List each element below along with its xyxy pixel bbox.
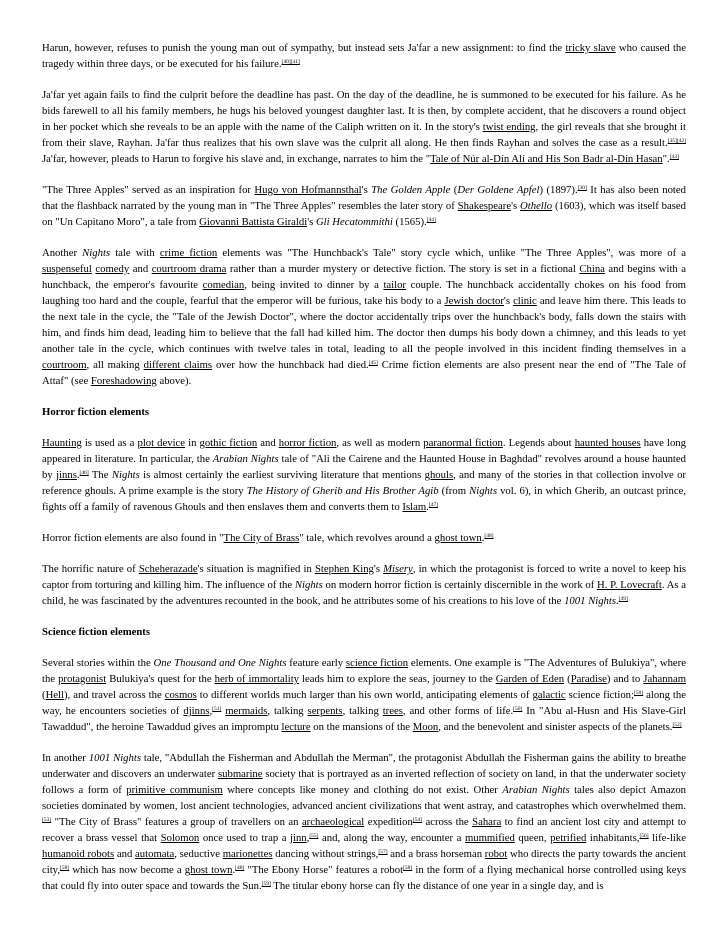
citation-ref[interactable]: [45] [368,360,378,366]
italic-title: Nights [469,485,498,497]
text: , seductive [174,848,223,860]
italic-title: The History of Gherib and His Brother Agib [246,485,439,497]
citation-ref[interactable]: [47] [428,502,439,508]
link-tricky-slave[interactable]: tricky slave [565,42,616,54]
text: ) and to [606,673,644,685]
text: life-like [648,832,686,844]
citation-ref[interactable]: [51] [212,706,222,712]
text: Another [42,247,83,259]
text: , and other forms of life. [402,705,514,717]
section-heading-horror: Horror fiction elements [42,406,150,418]
citation-ref[interactable]: [35][42] [667,138,686,144]
link-sahara[interactable]: Sahara [472,816,502,828]
italic-title: Nights [294,579,323,591]
link-shakespeare[interactable]: Shakespeare [457,200,512,212]
text: ( [450,184,458,196]
text: ( [564,673,571,685]
text: (from [438,485,470,497]
text: and begins with a hunchback, the emperor's favourite [42,263,687,291]
text: across the [422,816,473,828]
link-comedian[interactable]: comedian [202,279,245,291]
citation-ref[interactable]: [49] [618,596,628,602]
text: society that is portrayed as an inverted reflection of society on land, in that the underwater society follows a form of [42,768,686,796]
link-automata[interactable]: automata [135,848,175,860]
text: , [209,705,213,717]
text: on the mansions of the [310,721,413,733]
link-othello[interactable]: Othello [520,200,553,212]
text: (1565). [392,216,427,228]
text: , [306,832,310,844]
link-plot-device[interactable]: plot device [137,437,186,449]
citation-ref[interactable]: [48] [235,865,245,871]
citation-ref[interactable]: [56] [639,833,649,839]
text: 's situation is magnified in [197,563,315,575]
text: 's [503,295,514,307]
link-protagonist[interactable]: protagonist [58,673,107,685]
link-serpents[interactable]: serpents [307,705,343,717]
text: "The Three Apples" served as an inspiration for [42,184,255,196]
text: , and many of the stories in that collection involve or reference ghouls. A prime example is the story [42,469,686,497]
text: In "Abu al-Husn and His Slave-Girl Tawaddud", the heroine Tawaddud gives an impromptu [42,705,687,733]
link-marionettes[interactable]: marionettes [222,848,273,860]
link-archaeological[interactable]: archaeological [301,816,365,828]
text: . [76,469,80,481]
link-mummified[interactable]: mummified [464,832,515,844]
link-courtroom[interactable]: courtroom [42,359,87,371]
link-giraldi[interactable]: Giovanni Battista Giraldi [199,216,308,228]
italic-title: Gli Hecatommithi [315,216,393,228]
text: in the form of a flying mechanical horse controlled using keys that could fly into outer space and towards the Sun. [42,864,686,892]
text: and leave him there. This leads to the next tale in the cycle, the "Tale of the Jewish Doctor", where the doctor accidentally trips over the hunchback's body, falls down the stairs with him, and finds him dead, leading him to believe that the fall had killed him. The doctor then dumps his body down a chimney, and this leads to yet another tale in the cycle, which continues with twelve tales in total, leading to all the people involved in this incident finding themselves in a [42,295,686,355]
text: to find an ancient lost city and attempt to recover a brass vessel that [42,816,687,844]
citation-ref[interactable]: [57] [378,849,388,855]
text: rather than a murder mystery or detective fiction. The story is set in a fictional [226,263,580,275]
link-solomon[interactable]: Solomon [160,832,200,844]
paragraph-haunting [42,435,686,515]
text: and a brass horseman [387,848,485,860]
link-twist-ending[interactable]: twist ending [482,121,536,133]
text: ), and travel across the [63,689,165,701]
link-lecture[interactable]: lecture [281,721,311,733]
text: . [616,595,619,607]
text: , being invited to dinner by a [244,279,384,291]
text: 's [307,216,316,228]
link-stephen-king[interactable]: Stephen King [314,563,374,575]
citation-ref[interactable]: [52] [672,722,682,728]
text: feature early [286,657,346,669]
text: Bulukiya's quest for the [106,673,215,685]
paragraph-three-apples-inspiration [42,182,686,230]
citation-ref[interactable]: [40][41] [281,59,300,65]
link-gothic-fiction[interactable]: gothic fiction [199,437,258,449]
link-haunting[interactable]: Haunting [42,437,82,449]
paragraph-twist-ending [42,87,686,167]
text: inhabitants, [586,832,640,844]
paragraph-scheherazade-horror [42,561,686,609]
paragraph-tricky-slave [42,40,686,72]
italic-title: Nights [111,469,140,481]
italic-title: Arabian Nights [502,784,570,796]
link-paradise[interactable]: Paradise [570,673,607,685]
text: , and the benevolent and sinister aspects of the planets. [438,721,673,733]
text: have long appeared in literature. In particular, the [42,437,686,465]
text: which has now become a [69,864,185,876]
text: ". [662,153,670,165]
citation-ref[interactable]: [59] [261,881,271,887]
paragraph-abdullah-merman [42,750,686,894]
text: , as well as modern [336,437,424,449]
text: . As a child, he was fascinated by the adventures recounted in the book, and he attributes some of his creations to his love of the [42,579,686,607]
link-haunted-houses[interactable]: haunted houses [574,437,641,449]
citation-ref[interactable]: [54] [412,817,422,823]
text: Ja'far, however, pleads to Harun to forgive his slave and, in exchange, narrates to him the " [42,153,431,165]
text: Harun, however, refuses to punish the young man out of sympathy, but instead sets Ja'far a new assignment: to find the [42,42,566,54]
italic-title: The Golden Apple [371,184,451,196]
link-paranormal-fiction[interactable]: paranormal fiction [423,437,503,449]
text: and, along the way, encounter a [318,832,465,844]
text: , all making [86,359,144,371]
text: above). [156,375,192,387]
italic-title: 1001 Nights [564,595,617,607]
text: It has also been noted that the flashback narrated by the young man in "The Three Apples" resembles the later story of [42,184,686,212]
text: who directs the party towards the ancient city, [42,848,686,876]
text: ) (1897). [539,184,578,196]
citation-ref[interactable]: [43] [669,154,679,160]
text: tale of "Ali the Cairene and the Haunted House in Baghdad" revolves around a house haunted by [42,453,686,481]
text: tale, "Abdullah the Fisherman and Abdullah the Merman", the protagonist Abdullah the Fisherman gains the ability to breathe underwater and discovers an underwater [42,752,686,780]
link-primitive-communism[interactable]: primitive communism [126,784,223,796]
paragraph-city-of-brass-horror [42,530,686,546]
text: . Legends about [502,437,575,449]
link-jinn[interactable]: jinn [290,832,307,844]
text: to different worlds much larger than his own world, anticipating elements of [196,689,533,701]
text: Horror fiction elements are also found in " [42,532,224,544]
paragraph-hunchbacks-tale [42,245,686,389]
text: is used as a [81,437,138,449]
citation-ref[interactable]: [58] [403,865,413,871]
link-jahannam[interactable]: Jahannam [643,673,687,685]
text: vol. 6), in which Gherib, an outcast prince, fights off a family of ravenous Ghouls and then enslaves them and converts them to [42,485,686,513]
text: and [257,437,279,449]
paragraph-bulukiya [42,655,686,735]
text: ( [42,689,46,701]
text: and [114,848,136,860]
text: . [232,864,236,876]
link-comedy[interactable]: comedy [95,263,130,275]
link-horror-fiction[interactable]: horror fiction [278,437,337,449]
link-misery[interactable]: Misery [383,563,413,575]
text: expedition [364,816,413,828]
citation-ref[interactable]: [30] [577,185,587,191]
link-petrified[interactable]: petrified [550,832,587,844]
text: Crime fiction elements are also present near the end of "The Tale of Attaf" (see [42,359,687,387]
citation-ref[interactable]: [48] [484,533,494,539]
link-garden-of-eden[interactable]: Garden of Eden [495,673,565,685]
link-tailor[interactable]: tailor [383,279,406,291]
text: 's [373,563,384,575]
text: . [426,501,429,513]
link-jewish-doctor[interactable]: Jewish doctor [444,295,504,307]
text: Several stories within the [42,657,154,669]
link-china[interactable]: China [579,263,605,275]
link-ghost-town-2[interactable]: ghost town [184,864,233,876]
link-suspenseful[interactable]: suspenseful [42,263,92,275]
text: elements was "The Hunchback's Tale" story cycle which, unlike "The Three Apples", was more of a [217,247,686,259]
text: In another [42,752,89,764]
citation-ref[interactable]: [44] [426,217,436,223]
text: , the girl reveals that she brought it from their slave, Rayhan. Ja'far thus realizes that his own slave was the culprit all along. He then finds Rayhan and solves the case as a result. [42,121,686,149]
text: . [481,532,485,544]
text: once used to trap a [199,832,291,844]
link-ghouls[interactable]: ghouls [424,469,454,481]
text: dancing without strings, [272,848,379,860]
link-ghost-town[interactable]: ghost town [434,532,482,544]
text: (1603), which was itself based on "Un Capitano Moro", a tale from [42,200,687,228]
text: and [129,263,152,275]
text: "The Ebony Horse" features a robot [244,864,404,876]
citation-ref[interactable]: [50] [634,690,644,696]
section-heading-science-fiction: Science fiction elements [42,626,151,638]
link-crime-fiction[interactable]: crime fiction [159,247,218,259]
text: couple. The hunchback accidentally chokes on his food from laughing too hard and the couple, fearful that the emperor will be furious, take his body to a [42,279,686,307]
text: tales also depict Amazon societies dominated by women, lost ancient technologies, advanced ancient civilizations that went astray, and catastrophes which overwhelmed them. [42,784,687,812]
text: 's [511,200,521,212]
link-robot[interactable]: robot [484,848,508,860]
link-islam[interactable]: Islam [402,501,427,513]
link-mermaids[interactable]: mermaids [225,705,268,717]
link-cosmos[interactable]: cosmos [164,689,197,701]
italic-title: Der Goldene Apfel [457,184,540,196]
link-submarine[interactable]: submarine [217,768,263,780]
text: queen, [514,832,551,844]
link-city-of-brass[interactable]: The City of Brass [223,532,300,544]
link-hofmannsthal[interactable]: Hugo von Hofmannsthal [254,184,362,196]
italic-title: One Thousand and One Nights [153,657,287,669]
text: The horrific nature of [42,563,139,575]
text: over how the hunchback had died. [212,359,369,371]
link-lovecraft[interactable]: H. P. Lovecraft [597,579,662,591]
link-djinns[interactable]: djinns [183,705,210,717]
text: on modern horror fiction is certainly discernible in the work of [322,579,598,591]
link-different-claims[interactable]: different claims [143,359,213,371]
text: tale with [110,247,160,259]
link-galactic[interactable]: galactic [532,689,566,701]
text: " tale, which revolves around a [299,532,435,544]
link-courtroom-drama[interactable]: courtroom drama [151,263,227,275]
citation-ref[interactable]: [53] [42,817,52,823]
link-moon[interactable]: Moon [412,721,439,733]
text: science fiction; [565,689,634,701]
text: The titular ebony horse can fly the distance of one year in a single day, and is [270,880,604,892]
text: who caused the tragedy within three days, or be executed for his failure. [42,42,686,70]
text: Ja'far yet again fails to find the culprit before the deadline has past. On the day of the deadline, he is summoned to be executed for his failure. As he bids farewell to all his family members, he hugs his beloved youngest daughter last. It is then, by complete accident, that he discovers a round object in her pocket which she reveals to be an apple with the name of the Caliph written on it. In the story's [42,89,686,133]
link-science-fiction[interactable]: science fiction [345,657,409,669]
text: is almost certainly the earliest surviving literature that mentions [139,469,425,481]
text: , in which the protagonist is forced to write a novel to keep his captor from torturing and killing him. The influence of the [42,563,686,591]
link-tale-nur-al-din[interactable]: Tale of Núr al-Dín Alí and His Son Badr al-Dín Hasan [430,153,663,165]
link-trees[interactable]: trees [382,705,403,717]
citation-ref[interactable]: [55] [309,833,319,839]
italic-title: 1001 Nights [88,752,141,764]
link-herb-of-immortality[interactable]: herb of immortality [214,673,300,685]
text: in [185,437,200,449]
citation-ref[interactable]: [50] [513,706,523,712]
link-jinns[interactable]: jinns [56,469,77,481]
citation-ref[interactable]: [58] [60,865,70,871]
text: elements. One example is "The Adventures of Bulukiya", where the [42,657,686,685]
link-hell[interactable]: Hell [45,689,64,701]
link-humanoid-robots[interactable]: humanoid robots [42,848,115,860]
text: "The City of Brass" features a group of travellers on an [51,816,302,828]
link-scheherazade[interactable]: Scheherazade [138,563,198,575]
text: leads him to explore the seas, journey to the [299,673,496,685]
link-foreshadowing[interactable]: Foreshadowing [90,375,157,387]
citation-ref[interactable]: [46] [79,470,89,476]
italic-title: Arabian Nights [212,453,279,465]
text: The [88,469,112,481]
text: , talking [342,705,383,717]
text: , talking [267,705,308,717]
text: where concepts like money and clothing do not exist. Other [222,784,503,796]
link-clinic[interactable]: clinic [513,295,537,307]
text: along the way, he encounters societies of [42,689,686,717]
text: 's [361,184,372,196]
italic-title: Nights [82,247,111,259]
